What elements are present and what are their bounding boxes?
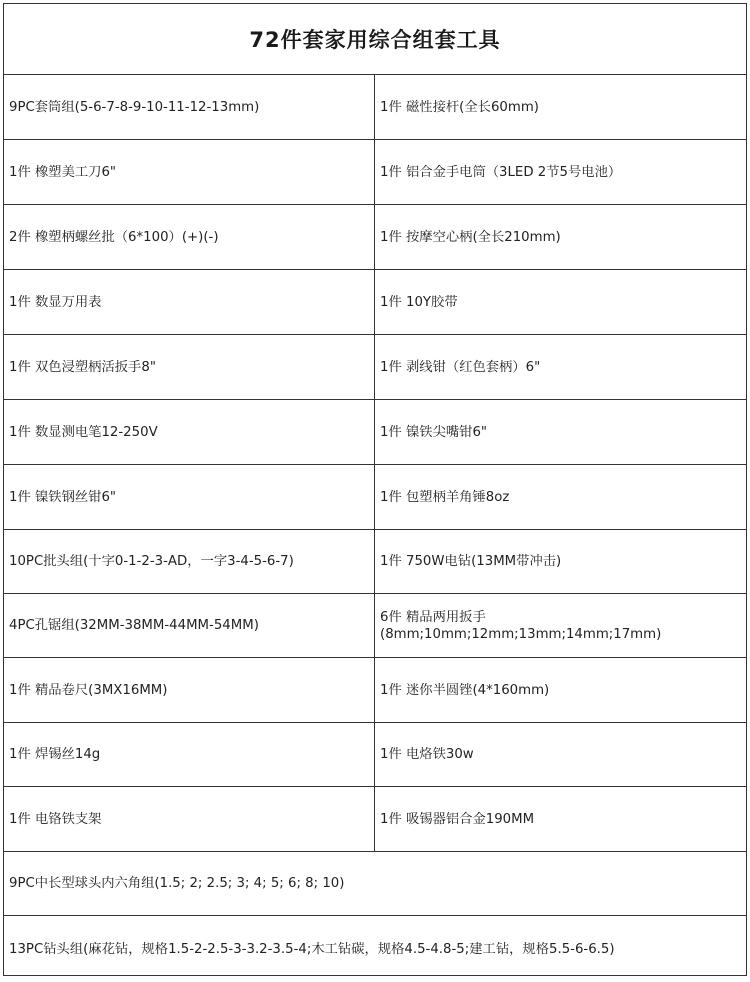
table-row xyxy=(4,400,746,465)
table-cell-left: 1件 数显测电笔12-250V xyxy=(4,400,375,464)
table-cell-right: 1件 铝合金手电筒（3LED 2节5号电池） xyxy=(380,164,622,180)
table-row xyxy=(4,335,746,400)
table-row xyxy=(4,723,746,787)
table-row xyxy=(4,270,746,335)
table-cell-right: 1件 按摩空心柄(全长210mm) xyxy=(380,229,561,245)
table-cell-full: 13PC钻头组(麻花钻，规格1.5-2-2.5-3-3.2-3.5-4;木工钻碳，规格4.5-4.8-5;建工钻，规格5.5-6-6.5) xyxy=(9,941,615,957)
table-cell-left: 4PC孔锯组(32MM-38MM-44MM-54MM) xyxy=(4,594,375,657)
table-cell-right: 1件 磁性接杆(全长60mm) xyxy=(380,99,539,115)
table-cell-left: 1件 双色浸塑柄活扳手8" xyxy=(4,335,375,399)
table-row xyxy=(4,465,746,530)
table-row xyxy=(4,75,746,140)
table-cell-full: 9PC中长型球头内六角组(1.5; 2; 2.5; 3; 4; 5; 6; 8; 10) xyxy=(9,876,345,891)
table-cell-left: 1件 电铬铁支架 xyxy=(4,787,375,851)
table-row xyxy=(4,658,746,723)
table-row xyxy=(4,205,746,270)
table-cell-left: 1件 橡塑美工刀6" xyxy=(4,140,375,204)
table-cell-left: 1件 精品卷尺(3MX16MM) xyxy=(4,658,375,722)
table-cell-left: 1件 镍铁钢丝钳6" xyxy=(4,465,375,529)
table-cell-right: 1件 电烙铁30w xyxy=(380,747,474,762)
table-cell-left: 9PC套筒组(5-6-7-8-9-10-11-12-13mm) xyxy=(4,75,375,139)
table-cell-right: 1件 10Y胶带 xyxy=(380,294,458,310)
table-row xyxy=(4,787,746,852)
item-name: 6件 精品两用扳手 xyxy=(380,609,486,625)
item-sizes: (8mm;10mm;12mm;13mm;14mm;17mm) xyxy=(380,626,662,642)
table-cell-right: 1件 750W电钻(13MM带冲击) xyxy=(380,554,562,569)
table-cell-right xyxy=(375,594,746,657)
table-cell-right: 1件 剥线钳（红色套柄）6" xyxy=(380,359,541,375)
table-cell-left: 10PC批头组(十字0-1-2-3-AD，一字3-4-5-6-7) xyxy=(4,530,375,593)
table-title: 72件套家用综合组套工具 xyxy=(4,4,746,75)
table-cell-right: 1件 镍铁尖嘴钳6" xyxy=(380,424,488,440)
table-cell-right: 1件 迷你半圆锉(4*160mm) xyxy=(380,682,550,698)
table-row xyxy=(4,140,746,205)
table-row-full xyxy=(4,852,746,916)
tool-set-spec-table xyxy=(3,3,747,976)
table-cell-right: 1件 包塑柄羊角锤8oz xyxy=(380,489,510,505)
table-row xyxy=(4,530,746,594)
table-row-full xyxy=(4,916,746,982)
table-cell-right: 1件 吸锡器铝合金190MM xyxy=(380,811,535,827)
table-cell-left: 1件 焊锡丝14g xyxy=(4,723,375,786)
table-cell-left: 1件 数显万用表 xyxy=(4,270,375,334)
table-cell-left: 2件 橡塑柄螺丝批（6*100）(+)(-) xyxy=(4,205,375,269)
table-row xyxy=(4,594,746,658)
